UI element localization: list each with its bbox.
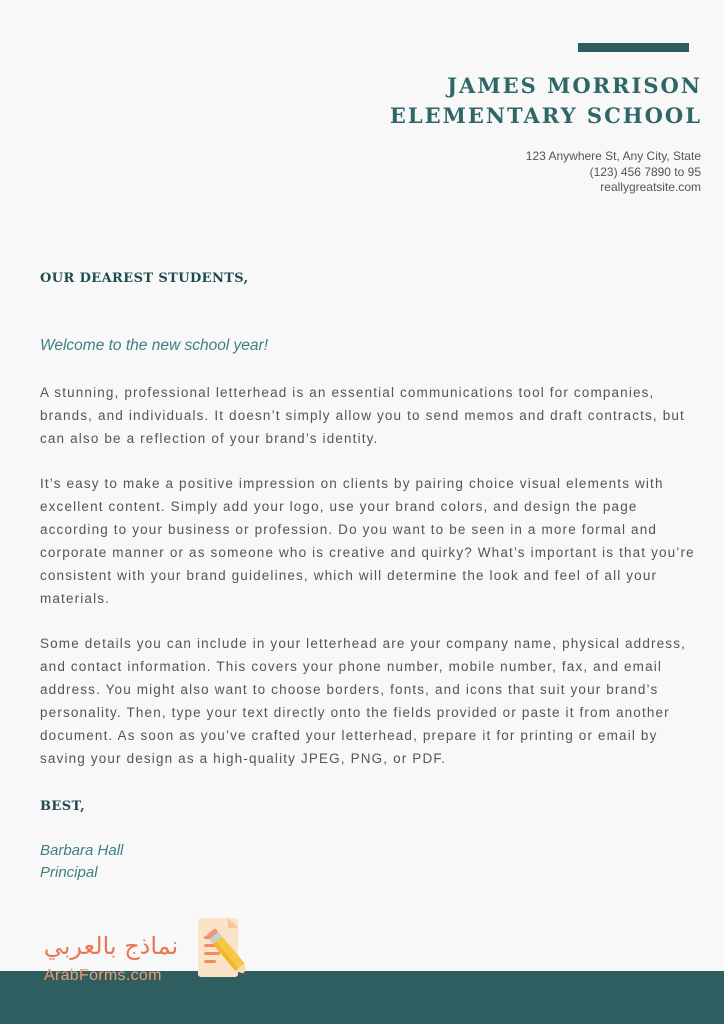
body-paragraph-3: Some details you can include in your letterhead are your company name, physical address, and contact information. This covers your phone number, mobile number, fax, and email address. You might also want to choose borders, fonts, and icons that suit your brand’s personality. Then, type your text directly onto the fields provided or paste it from another document. As soon as you’ve crafted your letterhead, prepare it for printing or email by saving your design as a high-quality JPEG, PNG, or PDF. [40, 636, 686, 766]
school-name [282, 71, 702, 131]
phone: (123) 456 7890 to 95 [589, 164, 701, 179]
body-paragraph-1: A stunning, professional letterhead is an essential communications tool for companies, brands, and individuals. It doesn’t simply allow you to send memos and draft contracts, but can also be a reflection of your brand’s identity. [40, 385, 685, 446]
address: 123 Anywhere St, Any City, State [525, 149, 701, 163]
watermark-logo [30, 916, 255, 986]
school-name-line-1: JAMES MORRISON [447, 73, 702, 98]
salutation: OUR DEAREST STUDENTS, [40, 271, 249, 286]
signer-title: Principal [40, 864, 98, 881]
website: reallygreatsite.com [600, 180, 701, 194]
contact-info [401, 149, 701, 196]
closing: BEST, [40, 799, 86, 814]
pencil-document-icon [194, 916, 250, 978]
watermark-latin-text: ArabForms.com [44, 967, 162, 984]
welcome-line: Welcome to the new school year! [40, 337, 269, 354]
header-accent-bar [578, 43, 689, 52]
watermark-arabic-text: نماذج بالعربي [43, 932, 179, 960]
body-paragraph-2: It’s easy to make a positive impression on clients by pairing choice visual elements with excellent content. Simply add your logo, use your brand colors, and design the page according to your business or profession. Do you want to be seen in a more formal and corporate manner or as someone who is creative and quirky? What’s important is that you’re consistent with your brand guidelines, which will determine the look and feel of all your materials. [40, 476, 695, 606]
signer-name: Barbara Hall [40, 842, 124, 859]
school-name-line-2: ELEMENTARY SCHOOL [389, 103, 702, 128]
signature-block [40, 840, 123, 884]
